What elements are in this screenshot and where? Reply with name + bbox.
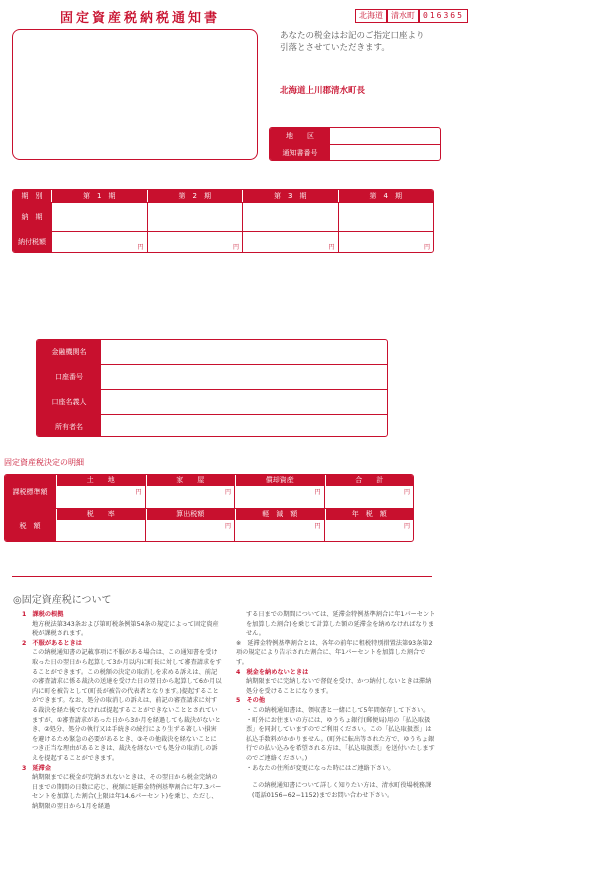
annual-tax-header: 年 税 額 <box>325 509 414 520</box>
about-left-column <box>22 610 222 811</box>
land-value <box>56 486 145 508</box>
yen-unit: 円 <box>232 244 239 251</box>
due-date-cell <box>147 203 243 231</box>
section-5-title: 5 その他 <box>236 697 266 705</box>
about-heading: ◎固定資産税について <box>13 595 112 606</box>
town-label: 清水町 <box>387 9 419 23</box>
account-holder-label: 口座名義人 <box>37 390 101 414</box>
due-date-cell <box>51 203 147 231</box>
about-right-column <box>236 610 436 800</box>
yen-unit: 円 <box>137 244 144 251</box>
amount-label: 納付税額 <box>13 232 51 252</box>
address-window <box>12 29 258 160</box>
computed-tax-value <box>146 520 235 542</box>
amount-cell <box>242 232 338 252</box>
bank-account-box <box>36 339 388 437</box>
amount-cell <box>338 232 434 252</box>
depreciable-value <box>235 486 324 508</box>
section-5-item-1: ・この納税通知書は、領収書と一緒にして5年間保存して下さい。 <box>246 706 430 714</box>
rate-value <box>56 520 145 542</box>
district-label: 地 区 <box>270 128 330 144</box>
owner-label: 所有者名 <box>37 415 101 437</box>
amount-cell <box>51 232 147 252</box>
section-1-title: 1 課税の根拠 <box>22 611 64 618</box>
computed-tax-header: 算出税額 <box>146 509 235 520</box>
account-holder-value <box>101 390 387 414</box>
town-code: 016365 <box>419 9 468 23</box>
tax-base-label: 課税標準額 <box>5 475 55 508</box>
section-4-title: 4 税金を納めないときは <box>236 668 309 676</box>
yen-unit: 円 <box>314 523 321 530</box>
total-value <box>325 486 414 508</box>
house-value <box>146 486 235 508</box>
period-kind-label: 期 別 <box>21 192 43 200</box>
section-5-item-3: ・あなたの住所が変更になった時にはご連絡下さい。 <box>246 764 395 772</box>
notice-title: 固定資産税納税通知書 <box>60 11 221 26</box>
section-5-item-2: ・町外にお住まいの方には、ゆうちょ銀行(郵便局)用の「払込取扱票」を同封していますのでご利用ください。この「払込取扱票」は払込手数料がかかりません。(町外に転出等された方で、ゆうちょ銀行での払い込みを希望される方は、「払込取扱票」を送付いたしますのでご連絡ください。) <box>246 716 435 762</box>
yen-unit: 円 <box>403 523 410 530</box>
debit-notice-line2: 引落とさせていただきます。 <box>280 43 390 53</box>
breakdown-table <box>4 474 414 542</box>
due-date-label: 納 期 <box>13 203 51 231</box>
yen-unit: 円 <box>403 489 410 496</box>
section-2-title: 2 不服があるときは <box>22 639 82 647</box>
region-label: 北海道 <box>355 9 387 23</box>
due-date-cell <box>338 203 434 231</box>
period-3-header: 第 3 期 <box>242 190 338 202</box>
tax-amount-label: 税 額 <box>5 509 55 542</box>
period-2-header: 第 2 期 <box>147 190 243 202</box>
contact-info: この納税通知書について詳しく知りたい方は、清水町役場税務課(電話0156−62−1152)までお問い合わせ下さい。 <box>252 782 432 799</box>
annual-tax-value <box>325 520 414 542</box>
section-1-text: 地方税法第343条および第町税条例第54条の規定によって固定資産税が課税されます。 <box>32 620 219 638</box>
institution-value <box>101 340 387 364</box>
town-code-box <box>355 9 468 23</box>
amount-cell <box>147 232 243 252</box>
house-header: 家 屋 <box>146 475 235 486</box>
section-3-continued: する日までの期間については、延滞金特例基準割合に年1パーセントを加算した割合)を乗じて計算した額の延滞金を納めなければなりません。 <box>246 611 436 638</box>
depreciable-header: 償却資産 <box>235 475 324 486</box>
notice-number-label: 通知書番号 <box>270 145 330 161</box>
district-box <box>269 127 441 161</box>
yen-unit: 円 <box>314 489 321 496</box>
account-number-label: 口座番号 <box>37 365 101 389</box>
reduction-header: 軽 減 額 <box>235 509 324 520</box>
period-4-header: 第 4 期 <box>338 190 434 202</box>
section-4-text: 納期限までに完納しないで督促を受け、かつ納付しないときは滞納処分を受けることになります。 <box>246 678 432 695</box>
perforation-line <box>12 576 432 577</box>
yen-unit: 円 <box>224 523 231 530</box>
rate-header: 税 率 <box>56 509 145 520</box>
due-date-cell <box>242 203 338 231</box>
mayor-name: 北海道上川郡清水町長 <box>280 86 366 96</box>
reduction-value <box>235 520 324 542</box>
land-header: 土 地 <box>56 475 145 486</box>
notice-number-value <box>330 145 440 161</box>
section-3-text: 納期限までに税金が完納されないときは、その翌日から税金完納の日までの期間の日数に応じ、税額に延滞金特例基準割合に年7.3パーセントを加算した割合(上限は年14.6パーセント)を乗じ、ただし、納期限の翌日から1月を経過 <box>32 774 222 810</box>
yen-unit: 円 <box>224 489 231 496</box>
base-rate-note: ※ 延滞金特例基準割合とは、各年の前年に租税特別措置法第93条第2項の規定により告示された割合に、年1パーセントを加算した割合です。 <box>236 639 433 666</box>
yen-unit: 円 <box>328 244 335 251</box>
debit-notice <box>280 30 425 54</box>
section-2-text: この納税通知書の記載事項に不服がある場合は、この通知書を受け取った日の翌日から起算して3か月以内に町長に対して審査請求をすることができます。この税額の決定の取消しを求める訴えは、前記の審査請求に係る裁決の送達を受けた日の翌日から起算して6か月以内に町を被告として(町長が被告の代表者となります。)提起することができます。なお、処分の取消しの訴えは、前記の審査請求に対する裁決を経た後でなければ提起することができないこととされていますが、①審査請求があった日から3か月を経過しても裁決がないとき、②処分、処分の執行又は手続きの続行により生ずる著しい損害を避けるため緊急の必要があるとき、③その他裁決を経ないことにつき正当な理由があるときは、裁決を経ないでも処分の取消しの訴えを提起することができます。 <box>32 649 222 762</box>
yen-unit: 円 <box>135 489 142 496</box>
total-header: 合 計 <box>325 475 414 486</box>
section-3-title: 3 延滞金 <box>22 764 52 772</box>
breakdown-title: 固定資産税決定の明細 <box>4 458 84 467</box>
yen-unit: 円 <box>423 244 430 251</box>
owner-value <box>101 415 387 437</box>
period-table <box>12 189 434 253</box>
debit-notice-line1: あなたの税金はお記のご指定口座より <box>280 31 425 41</box>
period-1-header: 第 1 期 <box>51 190 147 202</box>
institution-label: 金融機関名 <box>37 340 101 364</box>
district-value <box>330 128 440 144</box>
account-number-value <box>101 365 387 389</box>
